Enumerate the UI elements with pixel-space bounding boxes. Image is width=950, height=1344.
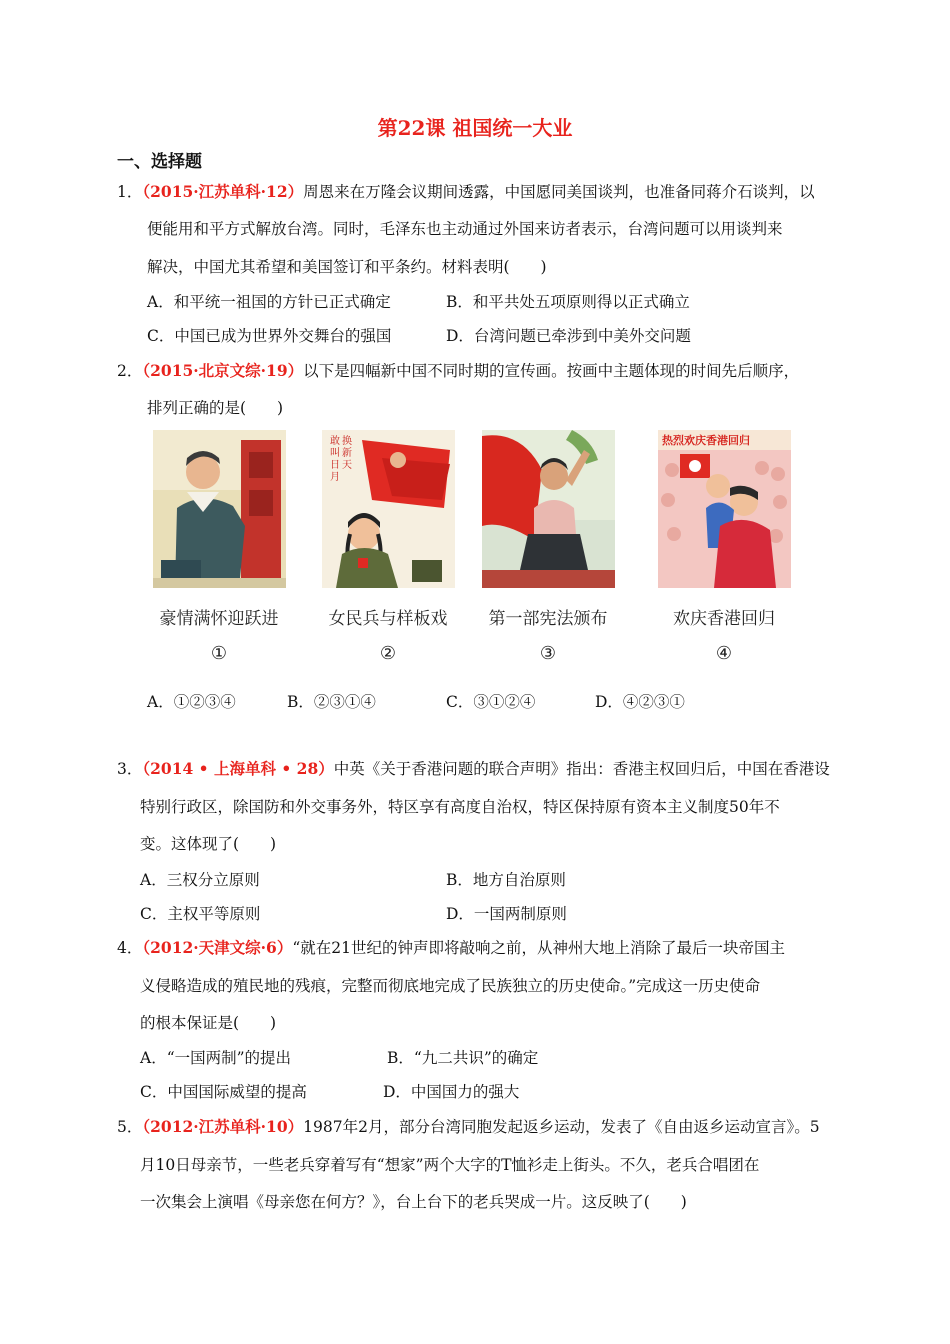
option-c: C．中国已成为世界外交舞台的强国 <box>147 327 392 345</box>
question-5-line-3: 一次集会上演唱《母亲您在何方？》，台上台下的老兵哭成一片。这反映了( ) <box>140 1193 687 1211</box>
question-text: “就在21世纪的钟声即将敲响之前，从神州大地上消除了最后一块帝国主 <box>292 939 785 957</box>
question-number: 5． <box>117 1118 143 1136</box>
question-1-line-3: 解决，中国尤其希望和美国签订和平条约。材料表明( ) <box>147 258 547 276</box>
question-number: 1． <box>117 183 143 201</box>
poster-1 <box>151 430 287 664</box>
question-4-line-1 <box>117 936 785 958</box>
poster-caption: 欢庆香港回归 <box>673 609 775 629</box>
option-b: B．地方自治原则 <box>446 871 566 889</box>
poster-caption: 豪情满怀迎跃进 <box>159 609 279 629</box>
question-1-line-2: 便能用和平方式解放台湾。同时，毛泽东也主动通过外国来访者表示，台湾问题可以用谈判来 <box>147 220 783 238</box>
option-b: B．和平共处五项原则得以正式确立 <box>446 293 690 311</box>
question-number: 4． <box>117 939 143 957</box>
option-c: C．中国国际威望的提高 <box>140 1083 307 1101</box>
poster-caption: 第一部宪法颁布 <box>488 609 608 629</box>
poster-3 <box>480 430 616 664</box>
question-5-line-1 <box>117 1115 820 1137</box>
option-a: A．①②③④ <box>147 693 236 711</box>
poster-image <box>322 430 455 588</box>
poster-slogan: 敢叫日月换新天 <box>329 436 352 483</box>
question-number: 2． <box>117 362 143 380</box>
option-a: A．和平统一祖国的方针已正式确定 <box>147 293 391 311</box>
poster-image <box>482 430 615 588</box>
option-c: C．③①②④ <box>446 693 536 711</box>
option-d: D．一国两制原则 <box>446 905 567 923</box>
question-2-line-1 <box>117 359 799 381</box>
question-text: 中英《关于香港问题的联合声明》指出：香港主权回归后，中国在香港设 <box>333 760 830 778</box>
question-text: 周恩来在万隆会议期间透露，中国愿同美国谈判，也准备同蒋介石谈判，以 <box>303 183 815 201</box>
poster-number: ② <box>379 643 397 664</box>
question-3-line-2: 特别行政区，除国防和外交事务外，特区享有高度自治权，特区保持原有资本主义制度50年不 <box>140 798 780 816</box>
poster-image <box>153 430 286 588</box>
question-source: （2012·江苏单科·10） <box>142 1117 304 1136</box>
option-b: B．②③①④ <box>287 693 376 711</box>
poster-caption: 女民兵与样板戏 <box>328 609 448 629</box>
poster-2 <box>320 430 456 664</box>
question-4-line-2: 义侵略造成的殖民地的残痕，完整而彻底地完成了民族独立的历史使命。”完成这一历史使命 <box>140 977 761 995</box>
option-a: A．三权分立原则 <box>140 871 260 889</box>
section-heading: 一、选择题 <box>117 152 202 172</box>
question-2-line-2: 排列正确的是( ) <box>147 399 284 417</box>
question-source: （2015·江苏单科·12） <box>142 182 304 201</box>
poster-number: ③ <box>539 643 557 664</box>
option-d: D．台湾问题已牵涉到中美外交问题 <box>446 327 691 345</box>
question-source: （2015·北京文综·19） <box>142 361 304 380</box>
question-4-line-3: 的根本保证是( ) <box>140 1014 277 1032</box>
poster-slogan: 热烈欢庆香港回归 <box>661 434 750 447</box>
poster-number: ④ <box>715 643 733 664</box>
option-b: B．“九二共识”的确定 <box>387 1049 539 1067</box>
page-title: 第22课 祖国统一大业 <box>377 116 573 140</box>
question-5-line-2: 月10日母亲节，一些老兵穿着写有“想家”两个大字的T恤衫走上街头。不久，老兵合唱团在 <box>140 1156 760 1174</box>
option-d: D．中国国力的强大 <box>383 1083 520 1101</box>
question-3-line-3: 变。这体现了( ) <box>140 835 277 853</box>
question-text: 以下是四幅新中国不同时期的宣传画。按画中主题体现的时间先后顺序， <box>303 362 800 380</box>
question-1-line-1 <box>117 180 815 202</box>
question-source: （2014 • 上海单科 • 28） <box>142 759 334 778</box>
poster-number: ① <box>210 643 228 664</box>
question-3-line-1 <box>117 757 830 779</box>
question-number: 3． <box>117 760 143 778</box>
option-a: A．“一国两制”的提出 <box>140 1049 292 1067</box>
option-d: D．④②③① <box>595 693 685 711</box>
question-source: （2012·天津文综·6） <box>142 938 293 957</box>
option-c: C．主权平等原则 <box>140 905 261 923</box>
question-text: 1987年2月，部分台湾同胞发起返乡运动，发表了《自由返乡运动宣言》。5 <box>303 1118 820 1136</box>
poster-image <box>658 430 791 588</box>
poster-4 <box>656 430 792 664</box>
